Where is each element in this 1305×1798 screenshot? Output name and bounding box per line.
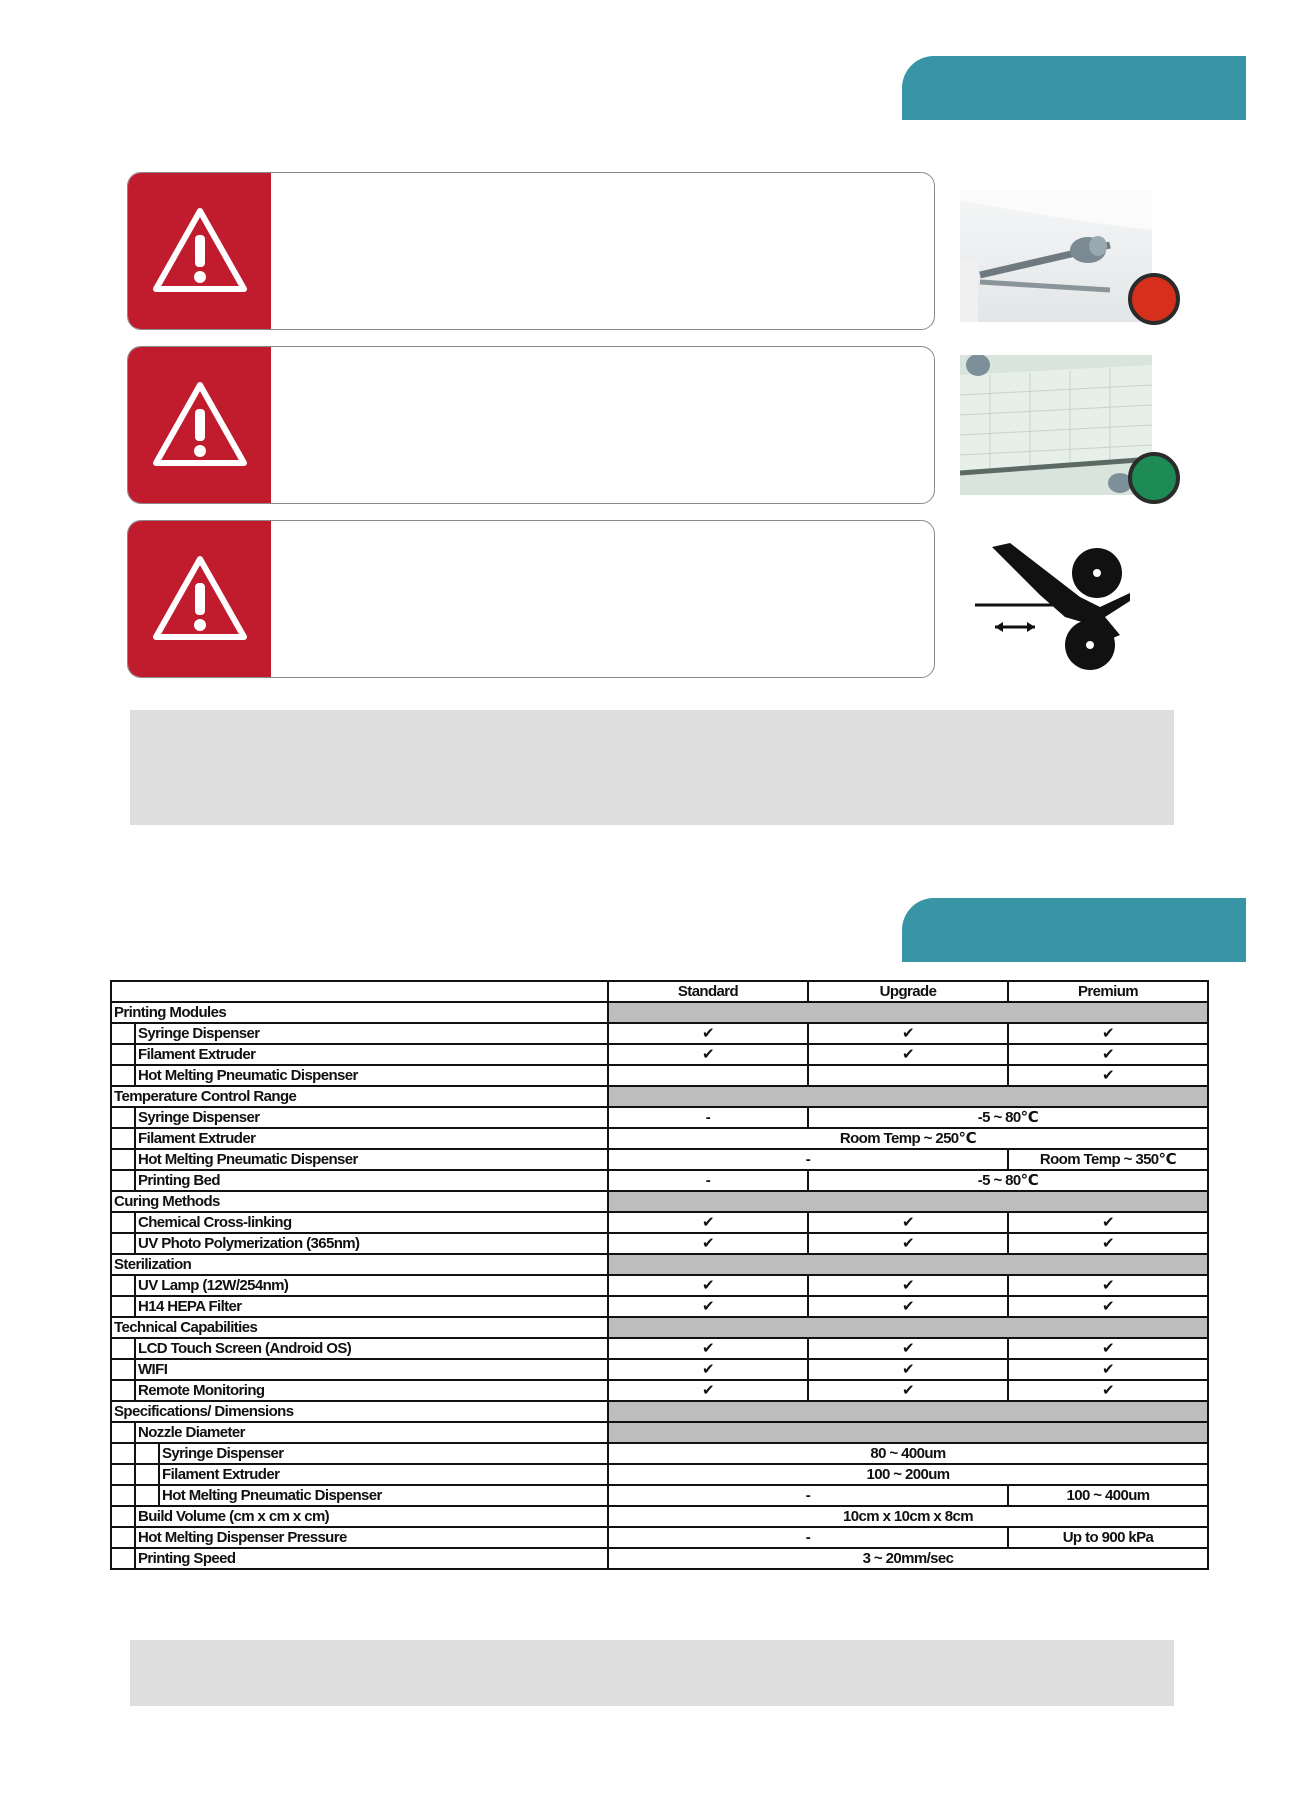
indent-cell <box>112 1150 136 1169</box>
row-label-text: Hot Melting Pneumatic Dispenser <box>138 1151 358 1168</box>
green-indicator-badge <box>1128 452 1180 504</box>
value-cell: ✔ <box>608 1296 808 1317</box>
row-label <box>111 1254 608 1275</box>
column-header: Standard <box>608 981 808 1002</box>
value-cell: ✔ <box>1008 1065 1208 1086</box>
value-cell <box>808 1065 1008 1086</box>
value-cell: ✔ <box>1008 1233 1208 1254</box>
indent-cell <box>112 1423 136 1442</box>
table-row <box>111 1317 1208 1338</box>
value-cell: ✔ <box>808 1359 1008 1380</box>
indent-cell <box>136 1444 160 1463</box>
hand-pinch-roller-icon <box>970 535 1140 675</box>
warning-card-3 <box>127 520 935 678</box>
indent-cell <box>112 1465 136 1484</box>
spec-table <box>110 980 1209 1570</box>
warning-triangle-icon <box>150 553 250 643</box>
row-label <box>111 1380 608 1401</box>
table-row <box>111 1401 1208 1422</box>
row-label-text: Hot Melting Dispenser Pressure <box>138 1529 347 1546</box>
table-row <box>111 1443 1208 1464</box>
device-lamp-photo <box>960 186 1152 326</box>
table-row <box>111 1464 1208 1485</box>
printing-bed-photo <box>960 355 1152 495</box>
row-label-text: UV Lamp (12W/254nm) <box>138 1277 289 1294</box>
indent-cell <box>112 1276 136 1295</box>
row-label <box>111 1296 608 1317</box>
row-label <box>111 1359 608 1380</box>
value-cell: Room Temp ~ 350℃ <box>1008 1149 1208 1170</box>
value-cell: ✔ <box>1008 1023 1208 1044</box>
row-label-text: Syringe Dispenser <box>162 1445 284 1462</box>
value-cell: 10cm x 10cm x 8cm <box>608 1506 1208 1527</box>
row-label-text: LCD Touch Screen (Android OS) <box>138 1340 352 1357</box>
table-row <box>111 1149 1208 1170</box>
row-label-text: WIFI <box>138 1361 168 1378</box>
indent-cell <box>112 1339 136 1358</box>
indent-cell <box>112 1297 136 1316</box>
indent-cell <box>112 1381 136 1400</box>
value-cell: ✔ <box>808 1275 1008 1296</box>
table-row <box>111 1380 1208 1401</box>
row-label-text: Chemical Cross-linking <box>138 1214 292 1231</box>
value-cell: ✔ <box>608 1044 808 1065</box>
value-cell: Room Temp ~ 250℃ <box>608 1128 1208 1149</box>
row-label-text: Technical Capabilities <box>114 1319 258 1336</box>
value-cell: ✔ <box>1008 1380 1208 1401</box>
warning-side-2 <box>128 347 271 503</box>
table-row <box>111 1527 1208 1548</box>
table-row <box>111 1191 1208 1212</box>
row-label <box>111 1086 608 1107</box>
warning-side-1 <box>128 173 271 329</box>
indent-cell <box>136 1465 160 1484</box>
row-label-text: Printing Bed <box>138 1172 220 1189</box>
table-row <box>111 1128 1208 1149</box>
row-label <box>111 1422 608 1443</box>
table-row <box>111 1275 1208 1296</box>
row-label <box>111 1275 608 1296</box>
column-header <box>111 981 608 1002</box>
value-cell: - <box>608 1485 1008 1506</box>
row-label <box>111 1149 608 1170</box>
row-label <box>111 1464 608 1485</box>
table-row <box>111 1002 1208 1023</box>
group-shade-cell <box>608 1401 1208 1422</box>
row-label-text: Build Volume (cm x cm x cm) <box>138 1508 330 1525</box>
section-tab-specs <box>902 898 1246 962</box>
row-label-text: Nozzle Diameter <box>138 1424 245 1441</box>
group-shade-cell <box>608 1191 1208 1212</box>
value-cell: ✔ <box>1008 1275 1208 1296</box>
group-shade-cell <box>608 1002 1208 1023</box>
group-shade-cell <box>608 1422 1208 1443</box>
row-label-text: Filament Extruder <box>162 1466 280 1483</box>
row-label <box>111 1170 608 1191</box>
row-label <box>111 1338 608 1359</box>
indent-cell <box>112 1444 136 1463</box>
value-cell: ✔ <box>1008 1296 1208 1317</box>
table-row <box>111 1065 1208 1086</box>
indent-cell <box>112 1129 136 1148</box>
table-header-row <box>111 981 1208 1002</box>
indent-cell <box>112 1528 136 1547</box>
table-row <box>111 1548 1208 1569</box>
row-label-text: Hot Melting Pneumatic Dispenser <box>162 1487 382 1504</box>
value-cell: - <box>608 1107 808 1128</box>
row-label-text: Hot Melting Pneumatic Dispenser <box>138 1067 358 1084</box>
row-label-text: Printing Modules <box>114 1004 227 1021</box>
value-cell <box>608 1065 808 1086</box>
value-cell: ✔ <box>608 1380 808 1401</box>
section-tab-safety <box>902 56 1246 120</box>
row-label <box>111 1548 608 1569</box>
value-cell: -5 ~ 80℃ <box>808 1107 1208 1128</box>
value-cell: ✔ <box>808 1023 1008 1044</box>
row-label <box>111 1044 608 1065</box>
row-label-text: Remote Monitoring <box>138 1382 265 1399</box>
column-header: Premium <box>1008 981 1208 1002</box>
value-cell: - <box>608 1170 808 1191</box>
warning-side-3 <box>128 521 271 677</box>
row-label-text: H14 HEPA Filter <box>138 1298 242 1315</box>
indent-cell <box>112 1171 136 1190</box>
value-cell: ✔ <box>1008 1044 1208 1065</box>
value-cell: ✔ <box>1008 1359 1208 1380</box>
indent-cell <box>112 1507 136 1526</box>
row-label <box>111 1107 608 1128</box>
indent-cell <box>112 1066 136 1085</box>
row-label-text: Printing Speed <box>138 1550 236 1567</box>
row-label-text: UV Photo Polymerization (365nm) <box>138 1235 360 1252</box>
table-row <box>111 1212 1208 1233</box>
indent-cell <box>112 1234 136 1253</box>
row-label-text: Syringe Dispenser <box>138 1025 260 1042</box>
row-label-text: Curing Methods <box>114 1193 220 1210</box>
value-cell: 80 ~ 400um <box>608 1443 1208 1464</box>
value-cell: ✔ <box>608 1275 808 1296</box>
indent-cell <box>112 1108 136 1127</box>
row-label <box>111 1191 608 1212</box>
row-label <box>111 1443 608 1464</box>
table-row <box>111 1233 1208 1254</box>
warning-card-2 <box>127 346 935 504</box>
value-cell: Up to 900 kPa <box>1008 1527 1208 1548</box>
value-cell: ✔ <box>808 1212 1008 1233</box>
row-label <box>111 1128 608 1149</box>
indent-cell <box>112 1549 136 1568</box>
value-cell: 100 ~ 200um <box>608 1464 1208 1485</box>
value-cell: ✔ <box>808 1338 1008 1359</box>
indent-cell <box>112 1024 136 1043</box>
warning-card-1 <box>127 172 935 330</box>
note-box-1 <box>130 710 1174 825</box>
value-cell: ✔ <box>1008 1212 1208 1233</box>
group-shade-cell <box>608 1317 1208 1338</box>
value-cell: ✔ <box>608 1212 808 1233</box>
row-label <box>111 1527 608 1548</box>
table-row <box>111 1296 1208 1317</box>
table-row <box>111 1485 1208 1506</box>
warning-triangle-icon <box>150 205 250 295</box>
row-label <box>111 1485 608 1506</box>
table-row <box>111 1170 1208 1191</box>
warning-triangle-icon <box>150 379 250 469</box>
column-header: Upgrade <box>808 981 1008 1002</box>
group-shade-cell <box>608 1086 1208 1107</box>
table-row <box>111 1044 1208 1065</box>
table-row <box>111 1506 1208 1527</box>
value-cell: ✔ <box>808 1233 1008 1254</box>
indent-cell <box>112 1360 136 1379</box>
row-label <box>111 1233 608 1254</box>
value-cell: ✔ <box>608 1338 808 1359</box>
group-shade-cell <box>608 1254 1208 1275</box>
row-label-text: Sterilization <box>114 1256 192 1273</box>
row-label-text: Specifications/ Dimensions <box>114 1403 294 1420</box>
row-label <box>111 1002 608 1023</box>
value-cell: ✔ <box>808 1044 1008 1065</box>
table-row <box>111 1422 1208 1443</box>
indent-cell <box>112 1213 136 1232</box>
row-label <box>111 1023 608 1044</box>
value-cell: ✔ <box>608 1233 808 1254</box>
value-cell: - <box>608 1149 1008 1170</box>
row-label-text: Temperature Control Range <box>114 1088 297 1105</box>
value-cell: - <box>608 1527 1008 1548</box>
value-cell: ✔ <box>608 1023 808 1044</box>
table-row <box>111 1359 1208 1380</box>
value-cell: ✔ <box>1008 1338 1208 1359</box>
indent-cell <box>112 1486 136 1505</box>
table-row <box>111 1086 1208 1107</box>
row-label-text: Filament Extruder <box>138 1130 256 1147</box>
table-row <box>111 1254 1208 1275</box>
row-label-text: Syringe Dispenser <box>138 1109 260 1126</box>
value-cell: 100 ~ 400um <box>1008 1485 1208 1506</box>
table-row <box>111 1023 1208 1044</box>
row-label <box>111 1506 608 1527</box>
indent-cell <box>136 1486 160 1505</box>
table-row <box>111 1338 1208 1359</box>
row-label-text: Filament Extruder <box>138 1046 256 1063</box>
indent-cell <box>112 1045 136 1064</box>
value-cell: -5 ~ 80℃ <box>808 1170 1208 1191</box>
note-box-2 <box>130 1640 1174 1706</box>
value-cell: 3 ~ 20mm/sec <box>608 1548 1208 1569</box>
row-label <box>111 1317 608 1338</box>
table-row <box>111 1107 1208 1128</box>
red-indicator-badge <box>1128 273 1180 325</box>
row-label <box>111 1065 608 1086</box>
row-label <box>111 1212 608 1233</box>
value-cell: ✔ <box>808 1380 1008 1401</box>
row-label <box>111 1401 608 1422</box>
value-cell: ✔ <box>808 1296 1008 1317</box>
value-cell: ✔ <box>608 1359 808 1380</box>
